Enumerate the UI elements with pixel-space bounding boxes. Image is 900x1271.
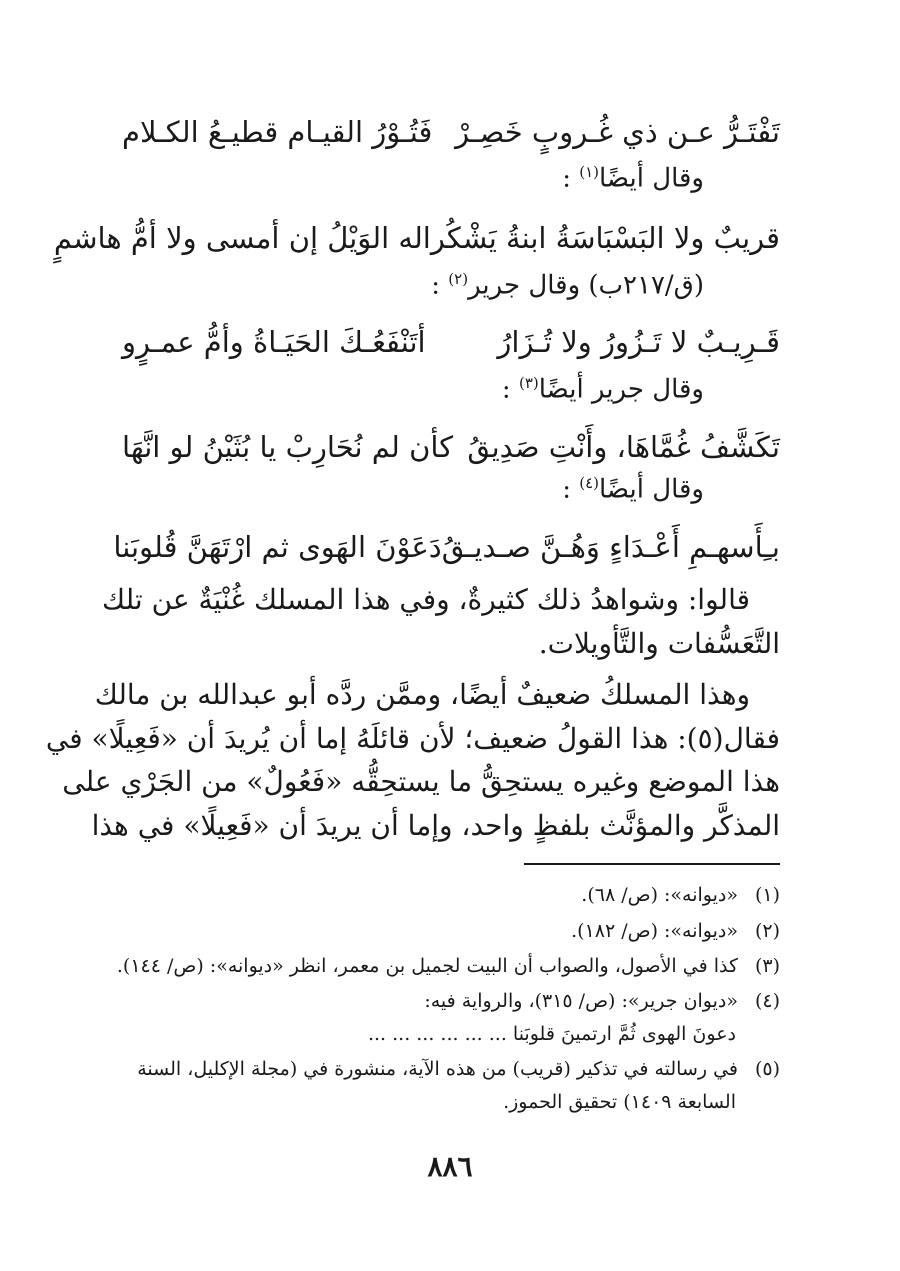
footnote-separator	[524, 863, 780, 865]
verse-second-hemistich: له الوَيْلُ إن أمسى ولا أمُّ هاشمٍ	[53, 221, 423, 255]
paragraph-line: فقال(٥): هذا القولُ ضعيف؛ لأن قائلَهُ إما أن يُريدَ أن «فَعِيلًا» في	[45, 721, 780, 755]
verse-second-hemistich: فَتُـوْرُ القيـام قطيـعُ الكـلام	[122, 115, 433, 149]
footnote-text: في رسالته في تذكير (قريب) من هذه الآية، منشورة في (مجلة الإكليل، السنة	[137, 1058, 738, 1080]
footnote-number: (٣)	[754, 955, 780, 977]
footnote	[122, 920, 780, 942]
verse-intro: وقال أيضًا$^{(١)}$ :	[562, 163, 704, 194]
page-number: ٨٨٦	[427, 1150, 473, 1183]
body-paragraph	[102, 578, 780, 665]
footnote-continuation: السابعة ١٤٠٩) تحقيق الحموز.	[503, 1091, 736, 1113]
paragraph-line: التَّعَسُّفات والتَّأويلات.	[538, 626, 780, 660]
verse-line	[122, 110, 780, 154]
manuscript-folio-ref: (ق/٢١٧ب)	[580, 270, 704, 301]
footnote	[122, 990, 780, 1012]
verse-line	[113, 525, 780, 569]
footnote-text: «ديوان جرير»: (ص/ ٣١٥)، والرواية فيه:	[424, 990, 738, 1012]
footnote-verse-quote: دعونَ الهوى ثُمَّ ارتمينَ قلوبَنا ... ... ... ... ... ...	[367, 1023, 736, 1045]
footnote	[122, 884, 780, 906]
paragraph-line: قالوا: وشواهدُ ذلك كثيرةٌ، وفي هذا المسلك غُنْيَةٌ عن تلك	[102, 583, 750, 616]
footnote-text: كذا في الأصول، والصواب أن البيت لجميل بن معمر، انظر «ديوانه»: (ص/ ١٤٤).	[116, 955, 738, 977]
paragraph-line: المذكَّر والمؤنَّث بلفظٍ واحد، وإما أن يريدَ أن «فَعِيلًا» في هذا	[91, 808, 780, 842]
body-paragraph	[45, 673, 780, 847]
footnote-text: «ديوانه»: (ص/ ١٨٢).	[571, 920, 738, 942]
verse-first-hemistich: بـِأَسهـمِ أَعْـدَاءٍ وَهُـنَّ صـديـقُ	[441, 530, 780, 564]
footnote-ref: (٤)	[579, 474, 599, 492]
footnote-ref: (٣)	[518, 374, 539, 392]
footnote-number: (١)	[754, 884, 780, 906]
verse-intro: (ق/٢١٧ب) وقال جرير$^{(٢)}$ :	[431, 270, 704, 301]
verse-intro: وقال أيضًا$^{(٤)}$ :	[562, 474, 704, 505]
paragraph-line: وهذا المسلكُ ضعيفٌ أيضًا، وممَّن ردَّه أبو عبدالله بن مالك	[94, 678, 750, 711]
footnote-number: (٢)	[754, 920, 780, 942]
verse-second-hemistich: أتَنْفَعُـكَ الحَيَـاةُ وأمُّ عمـرٍو	[122, 325, 426, 359]
verse-first-hemistich: قريبٌ ولا البَسْبَاسَةُ ابنةُ يَشْكُرا	[422, 221, 780, 255]
verse-first-hemistich: تَفْتَـرُّ عـن ذي غُـروبٍ خَصِـرْ	[455, 115, 780, 149]
footnote-number: (٥)	[754, 1058, 780, 1080]
footnote-ref: (١)	[579, 163, 599, 181]
footnote-text: «ديوانه»: (ص/ ٦٨).	[581, 884, 738, 906]
verse-second-hemistich: دَعَوْنَ الهَوى ثم ارْتَهَنَّ قُلوبَنا	[113, 530, 442, 564]
footnote	[122, 1058, 780, 1080]
verse-second-hemistich: كأن لم نُحَارِبْ يا بُثَيْنُ لو انَّهَا	[122, 430, 454, 464]
verse-line	[122, 425, 780, 469]
verse-first-hemistich: قَـرِيـبٌ لا تَـزُورُ ولا تُـزَارُ	[497, 325, 780, 359]
footnote-number: (٤)	[754, 990, 780, 1012]
verse-line	[122, 320, 780, 364]
footnote	[116, 955, 780, 977]
verse-line	[53, 216, 780, 260]
footnote-ref: (٢)	[448, 270, 469, 288]
verse-first-hemistich: تَكَشَّفُ غُمَّاهَا، وأَنْتِ صَدِيقُ	[467, 430, 780, 464]
paragraph-line: هذا الموضع وغيره يستحِقُّ ما يستحِقُّه «فَعُولٌ» من الجَرْي على	[62, 765, 780, 798]
verse-intro: وقال جرير أيضًا$^{(٣)}$ :	[501, 374, 704, 405]
